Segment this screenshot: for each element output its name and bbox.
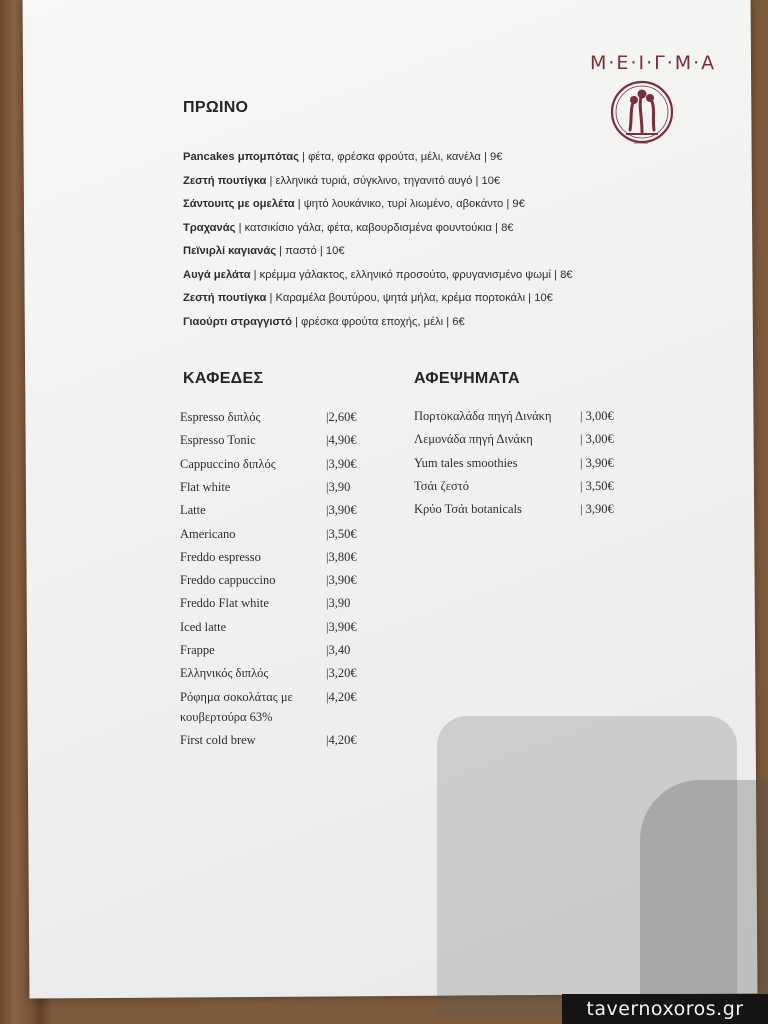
infusion-item-name: Yum tales smoothies	[414, 455, 518, 470]
coffee-item-price: |3,40	[326, 643, 351, 657]
coffees-heading: ΚΑΦΕΔΕΣ	[183, 370, 264, 387]
coffee-item-name: Iced latte	[180, 619, 227, 634]
coffee-item-price: |3,90	[326, 479, 351, 494]
coffee-item-price: |3,80€	[326, 549, 357, 564]
coffee-item-price: |4,90€	[326, 433, 357, 448]
infusion-item-name: Κρύο Τσάι botanicals	[414, 502, 522, 517]
breakfast-item-desc: | φέτα, φρέσκα φρούτα, μέλι, κανέλα | 9€	[298, 151, 503, 163]
infusion-item-name: Λεμονάδα πηγή Δινάκη	[414, 432, 533, 447]
infusion-item-price: | 3,00€	[580, 432, 614, 447]
coffee-item-price: |3,90€	[326, 573, 357, 588]
coffee-item-name: Flat white	[180, 479, 231, 494]
coffee-item-price: |3,90€	[326, 456, 357, 471]
breakfast-item	[183, 151, 502, 163]
infusion-item-name: Τσάι ζεστό	[414, 478, 469, 493]
coffee-item-name: First cold brew	[180, 732, 256, 747]
breakfast-heading: ΠΡΩΙΝΟ	[183, 99, 249, 116]
breakfast-item-desc: | ψητό λουκάνικο, τυρί λιωμένο, αβοκάντο | 9€	[294, 198, 525, 210]
breakfast-item-name: Pancakes μπομπότας	[183, 151, 299, 163]
breakfast-item	[183, 175, 500, 187]
coffee-item-name: Ρόφημα σοκολάτας με	[180, 689, 293, 704]
watermark-badge: tavernoxoros.gr	[562, 994, 768, 1024]
coffee-item-price: |2,60€	[326, 410, 357, 424]
breakfast-item	[183, 198, 525, 210]
coffee-item-name: Freddo Flat white	[180, 596, 269, 611]
breakfast-item-desc: | Καραμέλα βουτύρου, ψητά μήλα, κρέμα πορτοκάλι | 10€	[266, 292, 553, 304]
breakfast-item-name: Πεϊνιρλί καγιανάς	[183, 245, 277, 257]
coffee-item-name: Latte	[180, 503, 206, 518]
breakfast-item-desc: | φρέσκα φρούτα εποχής, μέλι | 6€	[292, 315, 465, 328]
coffee-item-price: |3,90€	[326, 619, 357, 634]
coffee-item-name: Freddo cappuccino	[180, 573, 276, 588]
coffee-item-name: Espresso διπλός	[180, 410, 261, 424]
infusion-item-price: | 3,50€	[580, 478, 614, 493]
breakfast-item-name: Αυγά μελάτα	[183, 268, 251, 281]
breakfast-item	[183, 269, 573, 281]
coffee-item-price: |3,50€	[326, 526, 357, 541]
breakfast-item-desc: | κρέμμα γάλακτος, ελληνικό προσούτο, φρυγανισμένο ψωμί | 8€	[250, 268, 573, 281]
hand-shadow	[640, 780, 768, 1024]
coffee-item-name: Espresso Tonic	[180, 433, 256, 448]
coffee-item-name: Cappuccino διπλός	[180, 456, 276, 471]
coffee-item-name: Freddo espresso	[180, 549, 261, 564]
infusions-heading: ΑΦΕΨΗΜΑΤΑ	[414, 370, 520, 387]
breakfast-item	[183, 245, 345, 257]
coffee-item-name-cont: κουβερτούρα 63%	[180, 709, 273, 724]
breakfast-item-desc: | παστό | 10€	[276, 245, 345, 257]
coffee-item-price: |3,90	[326, 596, 351, 611]
breakfast-item-name: Γιαούρτι στραγγιστό	[183, 315, 292, 328]
infusion-item-price: | 3,90€	[580, 455, 614, 470]
coffee-item-name: Americano	[180, 526, 236, 541]
breakfast-item-name: Ζεστή πουτίγκα	[183, 292, 267, 304]
breakfast-item-name: Σάντουιτς με ομελέτα	[183, 198, 295, 210]
infusion-item-name: Πορτοκαλάδα πηγή Δινάκη	[414, 409, 552, 423]
breakfast-item-name: Τραχανάς	[183, 221, 236, 234]
coffee-item-name: Frappe	[180, 643, 215, 657]
infusion-item-price: | 3,00€	[580, 409, 614, 423]
breakfast-item	[183, 316, 465, 328]
logo-subtitle: ΑΘΗΝΑ	[633, 140, 649, 145]
coffee-item-price: |4,20€	[326, 732, 357, 747]
coffee-item-price: |3,90€	[326, 503, 357, 518]
breakfast-item	[183, 292, 553, 304]
infusion-item-price: | 3,90€	[580, 502, 614, 517]
breakfast-item	[183, 222, 514, 234]
logo-wordmark: Μ·Ε·Ι·Γ·Μ·Α	[590, 52, 717, 74]
breakfast-item-name: Ζεστή πουτίγκα	[183, 174, 267, 187]
coffee-item-price: |4,20€	[326, 689, 357, 704]
coffee-item-name: Ελληνικός διπλός	[180, 666, 269, 681]
coffee-item-price: |3,20€	[326, 666, 357, 681]
breakfast-item-desc: | κατσικίσιο γάλα, φέτα, καβουρδισμένα φουντούκια | 8€	[235, 221, 514, 234]
breakfast-item-desc: | ελληνικά τυριά, σύγκλινο, τηγανιτό αυγό | 10€	[266, 174, 501, 187]
